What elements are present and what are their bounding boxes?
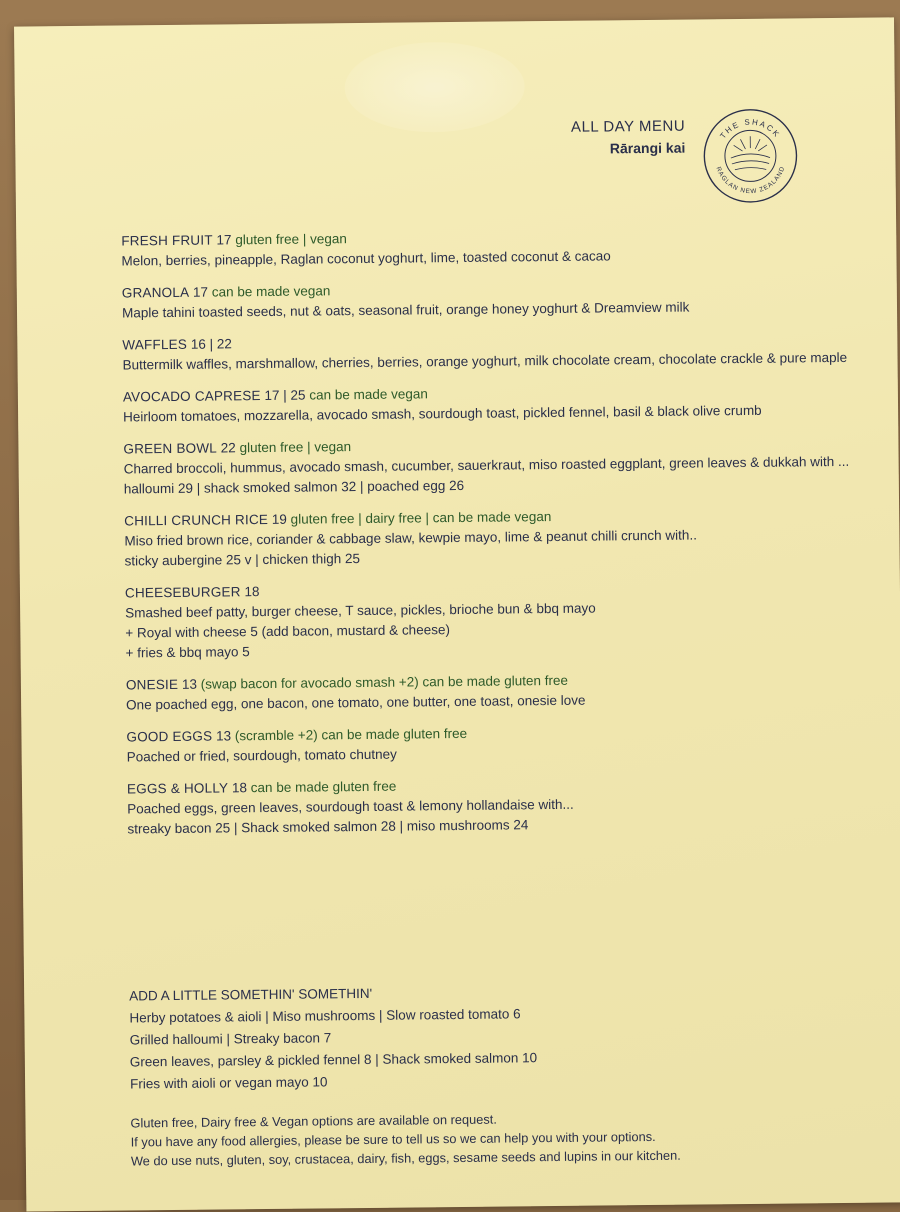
allergen-footer: [130, 1106, 851, 1171]
menu-item-addon-options: streaky bacon 25 | Shack smoked salmon 28 | miso mushrooms 24: [127, 812, 847, 840]
menu-item-price: 19: [272, 512, 287, 527]
menu-item: [125, 576, 846, 664]
sides-section: [129, 978, 850, 1096]
menu-item-price: 13: [216, 728, 231, 743]
side-line: Herby potatoes & aioli | Miso mushrooms | Slow roasted tomato 6: [129, 1000, 849, 1030]
menu-item-price: 22: [221, 440, 236, 455]
menu-item: [126, 720, 846, 768]
footer-line: If you have any food allergies, please be sure to tell us so we can help you with your options.: [131, 1125, 851, 1152]
menu-item: [121, 224, 841, 272]
menu-item-addon-options: sticky aubergine 25 v | chicken thigh 25: [125, 544, 845, 572]
menu-item-name: WAFFLES: [122, 337, 187, 353]
menu-item-dietary-tags: gluten free | vegan: [239, 439, 351, 455]
menu-item-name: GREEN BOWL: [123, 441, 217, 457]
menu-items: [121, 224, 847, 852]
menu-item-dietary-tags: (scramble +2) can be made gluten free: [235, 726, 467, 743]
menu-item-name: AVOCADO CAPRESE: [123, 388, 261, 404]
footer-line: Gluten free, Dairy free & Vegan options are available on request.: [130, 1106, 850, 1133]
menu-item-description: Buttermilk waffles, marshmallow, cherries, berries, orange yoghurt, milk chocolate cream, chocolate crackle & pure maple: [122, 348, 842, 376]
menu-item-description: Heirloom tomatoes, mozzarella, avocado smash, sourdough toast, pickled fennel, basil & black olive crumb: [123, 400, 843, 428]
menu-item: [126, 668, 846, 716]
menu-item-description: Melon, berries, pineapple, Raglan coconut yoghurt, lime, toasted coconut & cacao: [121, 244, 841, 272]
logo-top-text: THE SHACK: [718, 117, 782, 140]
menu-item-name: ONESIE: [126, 677, 178, 693]
menu-item: [124, 504, 845, 572]
menu-item-description: Charred broccoli, hummus, avocado smash, cucumber, sauerkraut, miso roasted eggplant, green leaves & dukkah with ...: [124, 452, 844, 480]
menu-item-description: Poached or fried, sourdough, tomato chutney: [127, 740, 847, 768]
menu-item-dietary-tags: (swap bacon for avocado smash +2) can be made gluten free: [201, 673, 568, 692]
footer-line: We do use nuts, gluten, soy, crustacea, dairy, fish, eggs, sesame seeds and lupins in our kitchen.: [131, 1144, 851, 1171]
menu-item: [123, 432, 844, 500]
menu-item-description: Miso fried brown rice, coriander & cabbage slaw, kewpie mayo, lime & peanut chilli crunch with..: [124, 524, 844, 552]
menu-item-dietary-tags: gluten free | vegan: [235, 231, 347, 247]
menu-item-name: EGGS & HOLLY: [127, 780, 228, 796]
svg-text:RAGLAN NEW ZEALAND: [715, 165, 787, 195]
side-line: Fries with aioli or vegan mayo 10: [130, 1066, 850, 1096]
menu-item-name: GOOD EGGS: [126, 729, 212, 745]
paper-glare: [344, 41, 525, 133]
menu-item: [122, 328, 842, 376]
menu-item-price: 17: [193, 285, 208, 300]
menu-item-dietary-tags: can be made vegan: [309, 386, 428, 402]
menu-item-price: 13: [182, 677, 197, 692]
menu-item-name: CHILLI CRUNCH RICE: [124, 512, 268, 529]
menu-item-description: One poached egg, one bacon, one tomato, one butter, one toast, onesie love: [126, 688, 846, 716]
menu-item-price: 17: [216, 232, 231, 247]
menu-item-dietary-tags: can be made gluten free: [251, 779, 397, 796]
menu-item-addon-options: + Royal with cheese 5 (add bacon, mustard & cheese): [125, 616, 845, 644]
menu-item-dietary-tags: can be made vegan: [212, 283, 331, 299]
menu-item: [122, 276, 842, 324]
menu-title: ALL DAY MENU: [555, 118, 685, 136]
menu-item-addon-options: + fries & bbq mayo 5: [125, 636, 845, 664]
side-line: Grilled halloumi | Streaky bacon 7: [130, 1022, 850, 1052]
menu-item-name: CHEESEBURGER: [125, 584, 241, 600]
menu-item-name: GRANOLA: [122, 285, 190, 301]
menu-item-price: 17 | 25: [264, 388, 305, 403]
menu-item-name: FRESH FRUIT: [121, 233, 213, 249]
menu-item-dietary-tags: gluten free | dairy free | can be made vegan: [291, 509, 552, 527]
menu-item-price: 18: [244, 584, 259, 599]
sides-title: ADD A LITTLE SOMETHIN' SOMETHIN': [129, 978, 849, 1008]
the-shack-logo: [701, 106, 800, 205]
menu-item: [127, 772, 848, 840]
menu-header: [555, 118, 685, 157]
menu-item: [123, 380, 843, 428]
menu-item-description: Poached eggs, green leaves, sourdough toast & lemony hollandaise with...: [127, 792, 847, 820]
side-line: Green leaves, parsley & pickled fennel 8 | Shack smoked salmon 10: [130, 1044, 850, 1074]
menu-sheet: [14, 17, 900, 1211]
logo-bottom-text: RAGLAN NEW ZEALAND: [715, 165, 787, 195]
menu-item-description: Smashed beef patty, burger cheese, T sauce, pickles, brioche bun & bbq mayo: [125, 596, 845, 624]
menu-item-description: Maple tahini toasted seeds, nut & oats, seasonal fruit, orange honey yoghurt & Dreamview milk: [122, 296, 842, 324]
menu-item-price: 16 | 22: [191, 336, 232, 351]
menu-item-price: 18: [232, 780, 247, 795]
menu-item-addon-options: halloumi 29 | shack smoked salmon 32 | poached egg 26: [124, 472, 844, 500]
menu-subtitle: Rārangi kai: [555, 140, 685, 157]
